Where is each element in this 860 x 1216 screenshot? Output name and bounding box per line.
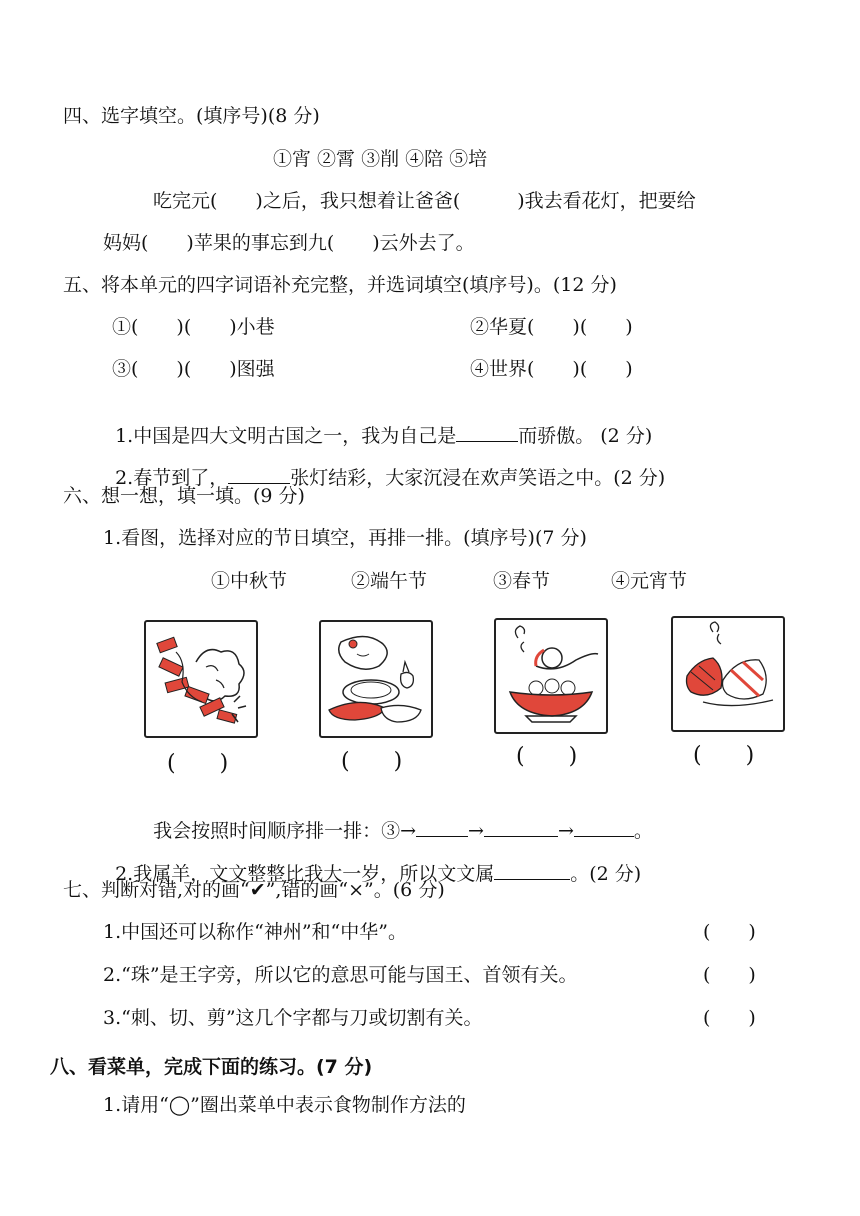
order-line <box>141 794 653 843</box>
zongzi-icon <box>673 618 783 730</box>
idiom-2: ②华夏( )( ) <box>470 316 633 338</box>
question-5-2-text: 2.春节到了， <box>115 467 229 489</box>
fill-sentence-line-1: 吃完元( )之后，我只想着让爸爸( )我去看花灯，把要给 <box>153 190 696 212</box>
festival-option-1: ①中秋节 <box>211 570 288 592</box>
mooncake-icon <box>321 622 431 736</box>
char-options: ①宵 ②霄 ③削 ④陪 ⑤培 <box>273 148 488 170</box>
answer-paren-2[interactable]: ( ) <box>341 749 403 774</box>
order-prefix: 我会按照时间顺序排一排：③→ <box>153 820 417 842</box>
tangyuan-picture <box>494 618 608 734</box>
fill-sentence-line-2: 妈妈( )苹果的事忘到九( )云外去了。 <box>103 232 475 254</box>
question-6-1: 1.看图，选择对应的节日填空，再排一排。(填序号)(7 分) <box>103 527 587 549</box>
judge-paren-1[interactable]: ( ) <box>703 921 756 943</box>
zongzi-picture <box>671 616 785 732</box>
answer-blank[interactable] <box>494 861 570 880</box>
arrow-icon: → <box>468 820 484 842</box>
festival-option-4: ④元宵节 <box>611 570 688 592</box>
section-7-title: 七、判断对错,对的画“✔”,错的画“×”。(6 分) <box>63 879 445 901</box>
idiom-1: ①( )( )小巷 <box>112 316 275 338</box>
arrow-icon: → <box>557 820 574 842</box>
answer-blank[interactable] <box>228 465 290 484</box>
mooncake-picture <box>319 620 433 738</box>
answer-blank[interactable] <box>456 423 518 442</box>
idiom-4: ④世界( )( ) <box>470 358 633 380</box>
question-6-2-text: 2.我属羊，文文整整比我大一岁，所以文文属 <box>115 863 495 885</box>
judge-paren-3[interactable]: ( ) <box>703 1007 756 1029</box>
firecrackers-icon <box>146 622 256 736</box>
judge-item-1: 1.中国还可以称作“神州”和“中华”。 <box>103 921 407 943</box>
question-5-2 <box>103 441 665 490</box>
period: 。 <box>633 820 653 842</box>
question-8-1: 1.请用“◯”圈出菜单中表示食物制作方法的 <box>103 1094 466 1116</box>
festival-option-2: ②端午节 <box>351 570 428 592</box>
judge-item-3: 3.“刺、切、剪”这几个字都与刀或切割有关。 <box>103 1007 483 1029</box>
festival-option-3: ③春节 <box>493 570 551 592</box>
judge-item-2: 2.“珠”是王字旁，所以它的意思可能与国王、首领有关。 <box>103 964 578 986</box>
section-6-title: 六、想一想，填一填。(9 分) <box>63 485 305 507</box>
idiom-3: ③( )( )图强 <box>112 358 275 380</box>
order-blank-1[interactable] <box>416 818 468 837</box>
question-6-2-tail: 。(2 分) <box>570 863 642 885</box>
question-5-1-tail: 而骄傲。 (2 分) <box>518 425 653 447</box>
judge-paren-2[interactable]: ( ) <box>703 964 756 986</box>
question-5-2-tail: 张灯结彩，大家沉浸在欢声笑语之中。(2 分) <box>290 467 666 489</box>
section-8-title: 八、看菜单，完成下面的练习。(7 分) <box>50 1056 373 1078</box>
section-4-title: 四、选字填空。(填序号)(8 分) <box>63 105 320 127</box>
order-blank-3[interactable] <box>574 818 634 837</box>
section-5-title: 五、将本单元的四字词语补充完整，并选词填空(填序号)。(12 分) <box>63 274 617 296</box>
question-5-1-text: 1.中国是四大文明古国之一，我为自己是 <box>115 425 457 447</box>
answer-paren-1[interactable]: ( ) <box>167 751 229 776</box>
firecrackers-picture <box>144 620 258 738</box>
tangyuan-icon <box>496 620 606 732</box>
order-blank-2[interactable] <box>484 818 558 837</box>
answer-paren-3[interactable]: ( ) <box>516 744 578 769</box>
answer-paren-4[interactable]: ( ) <box>693 743 755 768</box>
